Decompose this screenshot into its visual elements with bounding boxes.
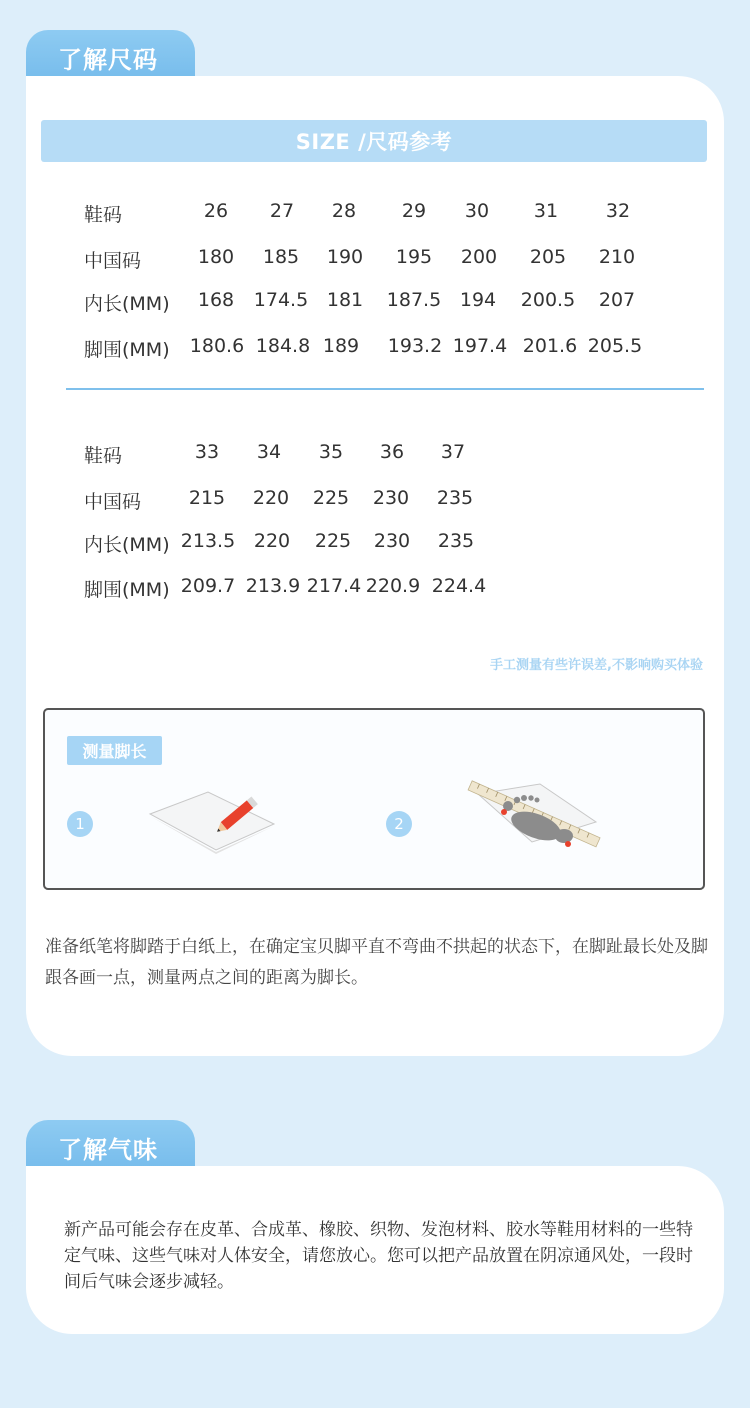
table1-cell: 207 [598, 289, 636, 311]
table1-cell: 30 [464, 200, 490, 222]
table1-cell: 181 [326, 289, 364, 311]
table2-cell: 235 [437, 530, 475, 552]
size-section-title: 了解尺码 [58, 46, 158, 74]
step-1-badge: 1 [67, 811, 93, 837]
table1-cell: 26 [203, 200, 229, 222]
table2-cell: 220 [252, 487, 290, 509]
table2-row-label: 内长(MM) [84, 534, 170, 556]
table2-cell: 35 [318, 441, 344, 463]
table2-cell: 224.4 [431, 575, 487, 597]
table2-cell: 33 [194, 441, 220, 463]
table1-cell: 205.5 [587, 335, 643, 357]
table2-cell: 230 [373, 530, 411, 552]
table1-cell: 201.6 [522, 335, 578, 357]
table2-cell: 36 [379, 441, 405, 463]
table2-cell: 34 [256, 441, 282, 463]
table2-cell: 217.4 [306, 575, 362, 597]
measure-tag-label: 测量脚长 [82, 742, 147, 761]
table2-cell: 235 [436, 487, 474, 509]
table2-row-label: 脚围(MM) [84, 579, 170, 601]
table1-row-label: 内长(MM) [84, 293, 170, 315]
table1-cell: 180.6 [189, 335, 245, 357]
smell-section-title: 了解气味 [58, 1136, 158, 1164]
table2-cell: 225 [314, 530, 352, 552]
table2-cell: 220.9 [365, 575, 421, 597]
size-banner [41, 120, 707, 162]
footprint-ruler-icon [456, 778, 604, 868]
measurement-note: 手工测量有些许误差,不影响购买体验 [490, 658, 703, 673]
table-divider [66, 388, 704, 390]
table2-cell: 230 [372, 487, 410, 509]
table1-cell: 194 [459, 289, 497, 311]
table1-cell: 29 [401, 200, 427, 222]
table1-cell: 200 [460, 246, 498, 268]
table1-cell: 27 [269, 200, 295, 222]
table2-cell: 213.5 [180, 530, 236, 552]
table1-cell: 32 [605, 200, 631, 222]
measure-tag [67, 736, 162, 765]
table2-row-label: 鞋码 [84, 445, 123, 467]
table2-cell: 37 [440, 441, 466, 463]
table1-cell: 31 [533, 200, 559, 222]
table2-cell: 220 [253, 530, 291, 552]
table1-cell: 190 [326, 246, 364, 268]
table1-cell: 197.4 [452, 335, 508, 357]
table1-cell: 180 [197, 246, 235, 268]
table1-cell: 195 [395, 246, 433, 268]
table1-cell: 28 [331, 200, 357, 222]
table1-cell: 200.5 [520, 289, 576, 311]
table1-cell: 187.5 [386, 289, 442, 311]
table1-row-label: 鞋码 [84, 204, 123, 226]
table2-cell: 225 [312, 487, 350, 509]
table1-cell: 193.2 [387, 335, 443, 357]
table2-cell: 209.7 [180, 575, 236, 597]
table2-row-label: 中国码 [84, 491, 142, 513]
table1-cell: 210 [598, 246, 636, 268]
table1-row-label: 脚围(MM) [84, 339, 170, 361]
table1-cell: 184.8 [255, 335, 311, 357]
size-card [26, 76, 724, 1056]
table1-cell: 205 [529, 246, 567, 268]
table1-cell: 185 [262, 246, 300, 268]
table1-row-label: 中国码 [84, 250, 142, 272]
table2-cell: 213.9 [245, 575, 301, 597]
table1-cell: 168 [197, 289, 235, 311]
paper-pencil-icon [146, 786, 278, 858]
smell-description: 新产品可能会存在皮革、合成革、橡胶、织物、发泡材料、胶水等鞋用材料的一些特定气味、这些气味对人体安全，请您放心。您可以把产品放置在阴凉通风处，一段时间后气味会逐步减轻。 [64, 1220, 693, 1292]
size-banner-text: SIZE /尺码参考 [295, 130, 453, 154]
table1-cell: 174.5 [253, 289, 309, 311]
step-2-badge: 2 [386, 811, 412, 837]
table1-cell: 189 [322, 335, 360, 357]
table2-cell: 215 [188, 487, 226, 509]
measure-description: 准备纸笔将脚踏于白纸上，在确定宝贝脚平直不弯曲不拱起的状态下，在脚趾最长处及脚跟各画一点，测量两点之间的距离为脚长。 [45, 937, 708, 988]
